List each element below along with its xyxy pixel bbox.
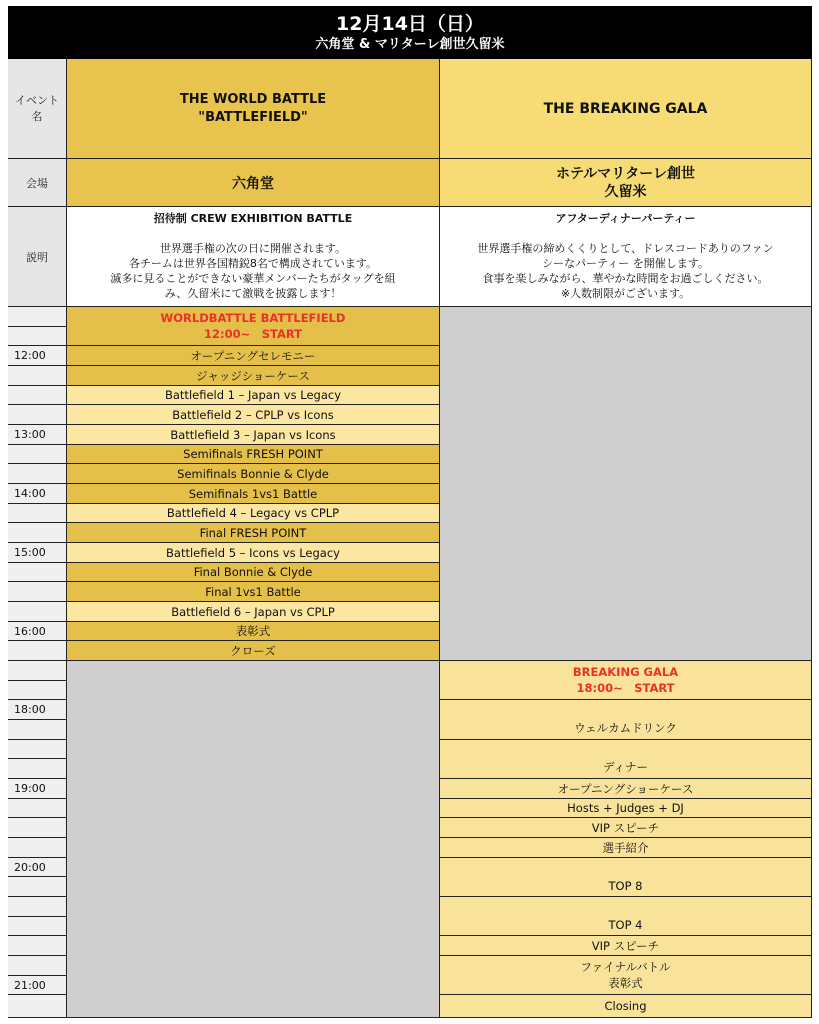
label-event-name: イベント名 (8, 59, 67, 159)
schedule-item: ウェルカムドリンク (440, 700, 812, 740)
event-a-desc-line: み、久留米にて激戦を披露します！ (164, 287, 342, 300)
event-a-name (67, 59, 440, 159)
schedule-item: 選手紹介 (440, 838, 812, 858)
time-slot (8, 818, 67, 838)
schedule-table (8, 6, 812, 1018)
event-b-venue-line2: 久留米 (604, 183, 647, 200)
time-slot-2100: 21:00 (8, 976, 67, 995)
time-slot (8, 897, 67, 917)
time-slot (8, 445, 67, 464)
event-b-desc-line: 世界選手権の締めくくりとして、ドレスコードありのファン (477, 242, 774, 255)
schedule-item: TOP 4 (440, 897, 812, 936)
time-slot-1900: 19:00 (8, 779, 67, 799)
event-a-desc-line: 世界選手権の次の日に開催されます。 (159, 242, 347, 255)
event-b-start-title: BREAKING GALA (572, 665, 679, 679)
event-b-desc-line: 食事を楽しみながら、華やかな時間をお過ごしください。 (482, 272, 769, 285)
schedule-item: Hosts + Judges + DJ (440, 799, 812, 818)
event-a-desc-line: 滅多に見ることができない豪華メンバーたちがタッグを組 (110, 272, 396, 285)
page-title (8, 6, 812, 59)
schedule-item: Semifinals 1vs1 Battle (67, 484, 440, 504)
event-a-empty-area (67, 661, 440, 1018)
time-slot (8, 681, 67, 700)
schedule-item: Battlefield 2 – CPLP vs Icons (67, 405, 440, 425)
event-a-desc-title: 招待制 CREW EXHIBITION BATTLE (153, 212, 353, 225)
time-slot (8, 740, 67, 759)
time-slot (8, 838, 67, 858)
schedule-item: クローズ (67, 641, 440, 661)
event-b-desc-line: シーなパーティー を開催します。 (542, 257, 709, 270)
schedule-item: VIP スピーチ (440, 936, 812, 956)
schedule-item: Final 1vs1 Battle (67, 582, 440, 602)
time-slot-1500: 15:00 (8, 543, 67, 563)
schedule-item: ジャッジショーケース (67, 366, 440, 386)
schedule-item: オープニングセレモニー (67, 346, 440, 366)
event-a-name-line2: "BATTLEFIELD" (198, 109, 308, 125)
event-a-start-block (67, 307, 440, 346)
event-b-desc-line: ※人数制限がございます。 (560, 287, 691, 300)
time-slot-2000: 20:00 (8, 858, 67, 877)
time-slot (8, 307, 67, 327)
time-slot (8, 386, 67, 405)
time-slot (8, 582, 67, 602)
event-b-description (440, 207, 812, 307)
schedule-item: Battlefield 5 – Icons vs Legacy (67, 543, 440, 563)
schedule-item: Battlefield 3 – Japan vs Icons (67, 425, 440, 445)
time-slot (8, 661, 67, 681)
event-a-description (67, 207, 440, 307)
event-a-start-time: 12:00~ START (203, 327, 303, 341)
event-b-start-time: 18:00~ START (576, 681, 675, 695)
date-title: 12月14日（日） (336, 12, 484, 35)
time-slot-1300: 13:00 (8, 425, 67, 445)
time-slot (8, 563, 67, 582)
event-b-empty-area (440, 307, 812, 661)
event-b-venue-line1: ホテルマリターレ創世 (555, 165, 696, 182)
time-slot (8, 504, 67, 523)
time-slot (8, 759, 67, 779)
schedule-item: Final Bonnie & Clyde (67, 563, 440, 582)
schedule-item: VIP スピーチ (440, 818, 812, 838)
schedule-item: Semifinals FRESH POINT (67, 445, 440, 464)
schedule-item: Final FRESH POINT (67, 523, 440, 543)
label-description: 説明 (8, 207, 67, 307)
time-slot (8, 366, 67, 386)
schedule-item: ディナー (440, 740, 812, 779)
schedule-item: Semifinals Bonnie & Clyde (67, 464, 440, 484)
time-slot-1800: 18:00 (8, 700, 67, 720)
schedule-item: Battlefield 4 – Legacy vs CPLP (67, 504, 440, 523)
schedule-item: オープニングショーケース (440, 779, 812, 799)
event-a-name-line1: THE WORLD BATTLE (179, 91, 327, 107)
schedule-item: Battlefield 1 – Japan vs Legacy (67, 386, 440, 405)
time-slot-1600: 16:00 (8, 622, 67, 641)
time-slot (8, 327, 67, 346)
time-slot (8, 405, 67, 425)
time-slot (8, 936, 67, 956)
event-a-start-title: WORLDBATTLE BATTLEFIELD (160, 311, 346, 325)
schedule-item: Battlefield 6 – Japan vs CPLP (67, 602, 440, 622)
schedule-item: 表彰式 (67, 622, 440, 641)
event-b-start-block (440, 661, 812, 700)
time-slot (8, 995, 67, 1018)
event-b-venue (440, 159, 812, 207)
label-venue: 会場 (8, 159, 67, 207)
time-slot-1200: 12:00 (8, 346, 67, 366)
schedule-item-final (440, 956, 812, 995)
time-slot (8, 877, 67, 897)
event-a-desc-line: 各チームは世界各国精鋭8名で構成されています。 (128, 257, 378, 270)
time-slot (8, 720, 67, 740)
schedule-item: Closing (440, 995, 812, 1018)
event-b-desc-title: アフターディナーパーティー (555, 212, 696, 225)
time-slot (8, 602, 67, 622)
schedule-item-final-line1: ファイナルバトル (580, 960, 671, 974)
time-slot (8, 464, 67, 484)
time-slot (8, 799, 67, 818)
time-slot (8, 956, 67, 976)
event-b-name: THE BREAKING GALA (440, 59, 812, 159)
time-slot (8, 917, 67, 936)
time-slot (8, 641, 67, 661)
venues-subtitle: 六角堂 & マリターレ創世久留米 (315, 36, 505, 52)
time-slot (8, 523, 67, 543)
schedule-item: TOP 8 (440, 858, 812, 897)
schedule-item-final-line2: 表彰式 (608, 976, 643, 990)
event-a-venue: 六角堂 (67, 159, 440, 207)
time-slot-1400: 14:00 (8, 484, 67, 504)
